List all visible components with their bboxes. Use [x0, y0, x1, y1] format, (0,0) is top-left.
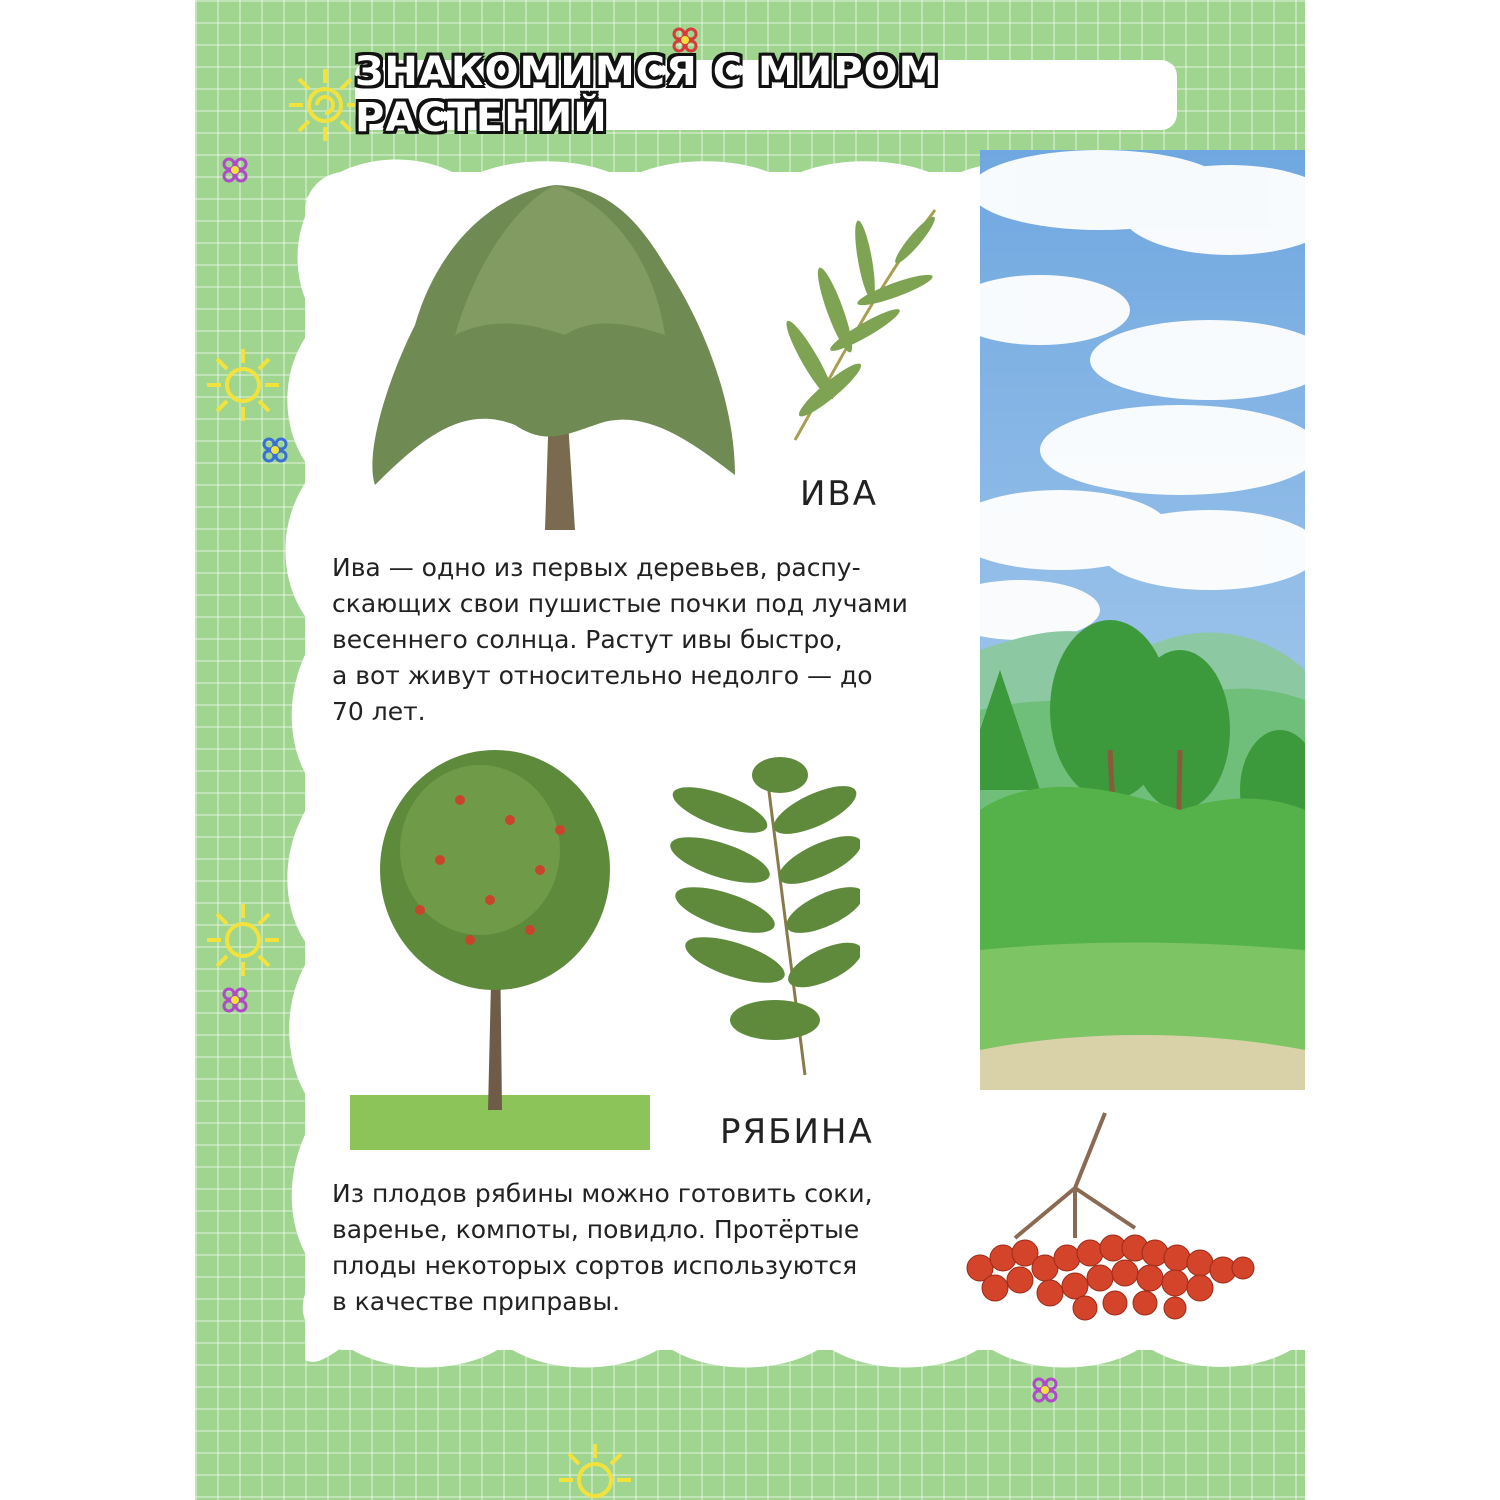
- willow-tree-icon: [365, 175, 740, 535]
- rowan-berries-icon: [955, 1108, 1255, 1328]
- panel-scallop-left: [278, 172, 338, 1350]
- sun-icon: [555, 1430, 635, 1500]
- text-line: Из плодов рябины можно готовить соки,: [332, 1179, 873, 1208]
- text-line: а вот живут относительно недолго — до: [332, 661, 873, 690]
- rowan-paragraph: [332, 1176, 954, 1320]
- rowan-leaf-icon: [665, 750, 860, 1080]
- panel-scallop-bottom: [305, 1320, 1305, 1380]
- rowan-tree-icon: [350, 740, 650, 1150]
- flower-icon: [215, 150, 255, 190]
- willow-paragraph: [332, 550, 954, 730]
- text-line: весеннего солнца. Растут ивы быстро,: [332, 625, 843, 654]
- willow-branch-icon: [755, 190, 940, 445]
- title-banner: [355, 49, 1177, 141]
- sun-icon: [285, 65, 365, 145]
- text-line: в качестве приправы.: [332, 1287, 621, 1316]
- sun-icon: [203, 345, 283, 425]
- willow-label: ИВА: [800, 474, 879, 514]
- text-line: 70 лет.: [332, 697, 426, 726]
- page-title: ЗНАКОМИМСЯ С МИРОМ РАСТЕНИЙ: [355, 49, 940, 141]
- text-line: скающих свои пушистые почки под лучами: [332, 589, 908, 618]
- landscape-illustration: [980, 150, 1305, 1090]
- text-line: плоды некоторых сортов используются: [332, 1251, 858, 1280]
- sun-icon: [203, 900, 283, 980]
- flower-icon: [215, 980, 255, 1020]
- rowan-label: РЯБИНА: [720, 1112, 874, 1152]
- text-line: Ива — одно из первых деревьев, распу-: [332, 553, 861, 582]
- text-line: варенье, компоты, повидло. Протёртые: [332, 1215, 860, 1244]
